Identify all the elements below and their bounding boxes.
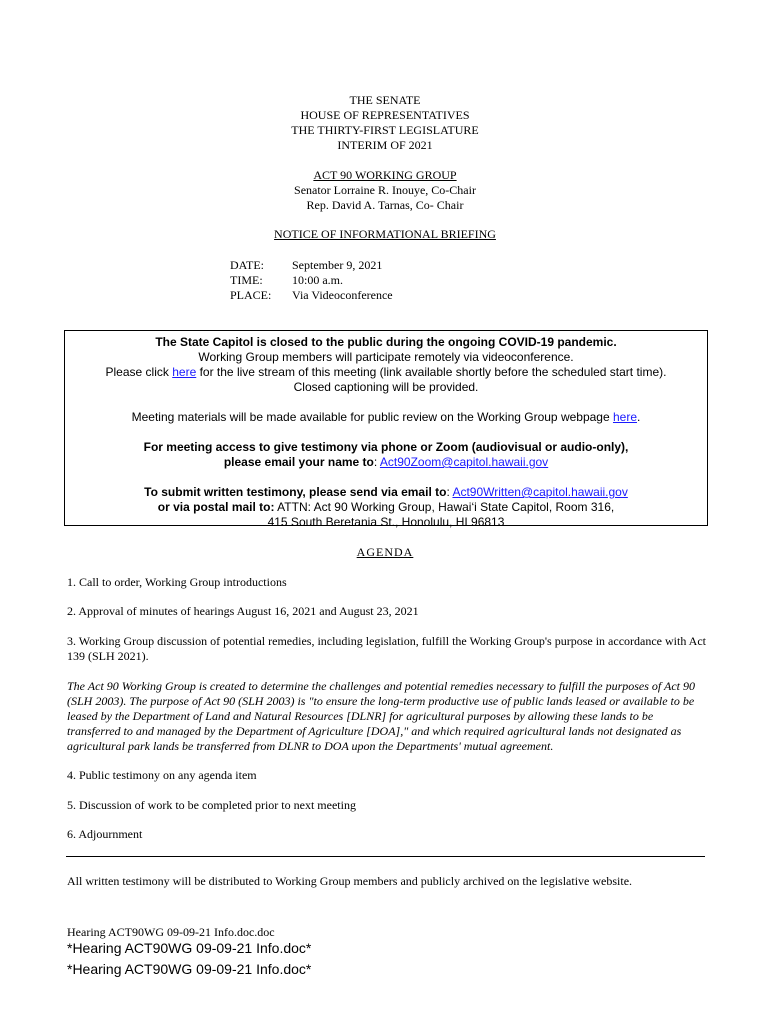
agenda-item-6: 6. Adjournment <box>67 827 143 841</box>
postal-mail-text: or via postal mail to: ATTN: Act 90 Working Group, Hawai‘i State Capitol, Room 316, <box>157 500 615 514</box>
file-name-stamp-1: *Hearing ACT90WG 09-09-21 Info.doc* <box>67 940 312 956</box>
time-value: 10:00 a.m. <box>292 273 343 287</box>
live-stream-text: Please click here for the live stream of this meeting (link available shortly before the scheduled start time). <box>105 365 667 379</box>
zoom-email-link[interactable]: Act90Zoom@capitol.hawaii.gov <box>379 455 549 469</box>
remote-participation-text: Working Group members will participate remotely via videoconference. <box>198 350 574 364</box>
place-label: PLACE: <box>230 288 272 302</box>
place-value: Via Videoconference <box>292 288 393 302</box>
header-senate: THE SENATE <box>349 93 421 107</box>
file-name-stamp-2: *Hearing ACT90WG 09-09-21 Info.doc* <box>67 961 312 977</box>
capitol-closed-text: The State Capitol is closed to the public during the ongoing COVID-19 pandemic. <box>155 335 617 349</box>
written-testimony-text: To submit written testimony, please send via email to: Act90Written@capitol.hawaii.gov <box>144 485 628 499</box>
footer-divider <box>66 856 705 857</box>
notice-title: NOTICE OF INFORMATIONAL BRIEFING <box>274 227 496 241</box>
agenda-item-1: 1. Call to order, Working Group introductions <box>67 575 287 589</box>
date-value: September 9, 2021 <box>292 258 383 272</box>
materials-text: Meeting materials will be made available for public review on the Working Group webpage here. <box>131 410 641 424</box>
agenda-item-3: 3. Working Group discussion of potential remedies, including legislation, fulfill the Working Group's purpose in accordance with Act 139 (SLH 2021). <box>67 634 706 663</box>
file-name: Hearing ACT90WG 09-09-21 Info.doc.doc <box>67 925 275 939</box>
live-stream-link[interactable]: here <box>172 365 197 379</box>
agenda-item-5: 5. Discussion of work to be completed prior to next meeting <box>67 798 356 812</box>
header-house: HOUSE OF REPRESENTATIVES <box>300 108 470 122</box>
captioning-text: Closed captioning will be provided. <box>293 380 479 394</box>
covid-notice-box <box>64 330 708 529</box>
co-chair-representative: Rep. David A. Tarnas, Co- Chair <box>306 198 464 212</box>
time-label: TIME: <box>230 273 263 287</box>
header-legislature: THE THIRTY-FIRST LEGISLATURE <box>291 123 479 137</box>
webpage-link[interactable]: here <box>612 410 638 424</box>
agenda-title: AGENDA <box>356 545 414 559</box>
agenda-item-2: 2. Approval of minutes of hearings August 16, 2021 and August 23, 2021 <box>67 604 419 618</box>
distribution-note: All written testimony will be distributed to Working Group members and publicly archived on the legislative website. <box>67 874 633 888</box>
header-interim: INTERIM OF 2021 <box>337 138 433 152</box>
working-group-title: ACT 90 WORKING GROUP <box>313 168 457 182</box>
co-chair-senator: Senator Lorraine R. Inouye, Co-Chair <box>294 183 476 197</box>
document-header <box>0 93 770 242</box>
access-text-line1: For meeting access to give testimony via phone or Zoom (audiovisual or audio-only), <box>143 440 629 454</box>
postal-address-text: 415 South Beretania St., Honolulu, HI 96813 <box>267 515 505 529</box>
meeting-info <box>230 258 393 303</box>
agenda-item-4: 4. Public testimony on any agenda item <box>67 768 257 782</box>
agenda-item-3-note: The Act 90 Working Group is created to determine the challenges and potential remedies necessary to fulfill the purposes of Act 90 (SLH 2003). The purpose of Act 90 (SLH 2003) is "to ensure the long-term productive use of public lands leased or available to be leased by the Department of Land and Natural Resources [DLNR] for agricultural purposes by allowing these lands to be transferred to and managed by the Department of Agriculture [DOA]," and which required agricultural lands not designated as agricultural park lands be transferred from DLNR to DOA upon the Departments' mutual agreement. <box>67 679 696 753</box>
access-text-line2: please email your name to: Act90Zoom@capitol.hawaii.gov <box>223 455 549 469</box>
date-label: DATE: <box>230 258 264 272</box>
written-email-link[interactable]: Act90Written@capitol.hawaii.gov <box>452 485 628 499</box>
